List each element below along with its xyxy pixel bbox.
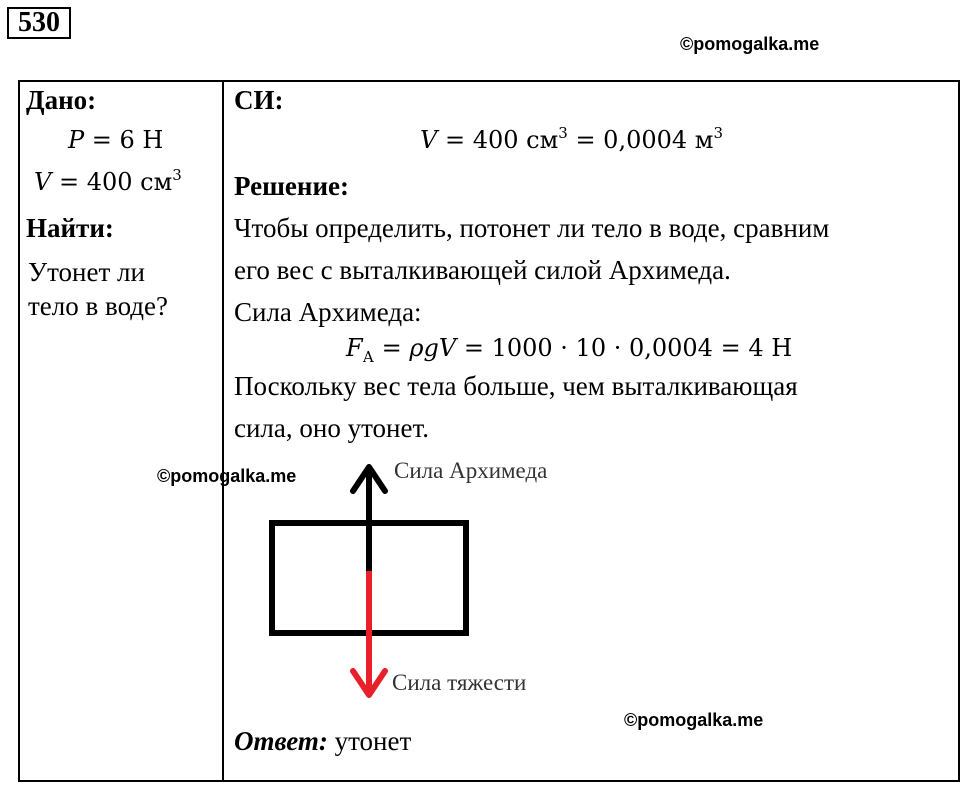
volume-var: V [34, 168, 52, 196]
answer [234, 726, 411, 757]
given-volume [34, 168, 182, 196]
si-exp1: 3 [558, 124, 568, 142]
answer-value: утонет [327, 726, 412, 756]
solution-line4: Поскольку вес тела больше, чем выталкивающая [234, 371, 798, 401]
watermark: ©pomogalka.me [624, 710, 764, 730]
solution-line1: Чтобы определить, потонет ли тело в воде, сравним [234, 213, 830, 243]
buoyant-force-label: Сила Архимеда [394, 458, 548, 483]
solution-heading: Решение: [234, 171, 349, 201]
si-eq-mid: = 400 см [437, 126, 559, 154]
volume-exp: 3 [172, 166, 182, 184]
column-divider [222, 80, 224, 782]
given-weight [68, 126, 163, 154]
formula-result: = 1000 · 10 · 0,0004 = 4 Н [456, 334, 793, 362]
formula-rho-g-v: ρgV [409, 334, 457, 362]
task-number: 530 [7, 7, 71, 39]
force-var: F [346, 334, 363, 362]
solution-line5: сила, оно утонет. [234, 413, 429, 443]
given-heading: Дано: [26, 85, 97, 115]
formula-eq: = [374, 334, 410, 362]
volume-value: = 400 см [51, 168, 173, 196]
solution-line3: Сила Архимеда: [234, 297, 422, 327]
find-heading: Найти: [26, 213, 114, 243]
find-question-line2: тело в воде? [28, 291, 168, 321]
watermark: ©pomogalka.me [680, 34, 820, 54]
si-volume-var: V [420, 126, 438, 154]
si-eq-end: = 0,0004 м [567, 126, 714, 154]
solution-line2: его вес с выталкивающей силой Архимеда. [234, 255, 731, 285]
watermark: ©pomogalka.me [157, 466, 297, 486]
find-question-line1: Утонет ли [28, 257, 145, 287]
gravity-force-label: Сила тяжести [392, 670, 527, 695]
si-heading: СИ: [234, 85, 284, 115]
answer-label: Ответ: [234, 726, 328, 756]
force-diagram [260, 455, 590, 705]
weight-value: = 6 Н [84, 126, 164, 154]
si-exp2: 3 [713, 124, 723, 142]
si-conversion [420, 126, 723, 154]
archimedes-formula [346, 334, 793, 366]
weight-var: P [68, 126, 85, 154]
force-sub: А [362, 348, 375, 366]
